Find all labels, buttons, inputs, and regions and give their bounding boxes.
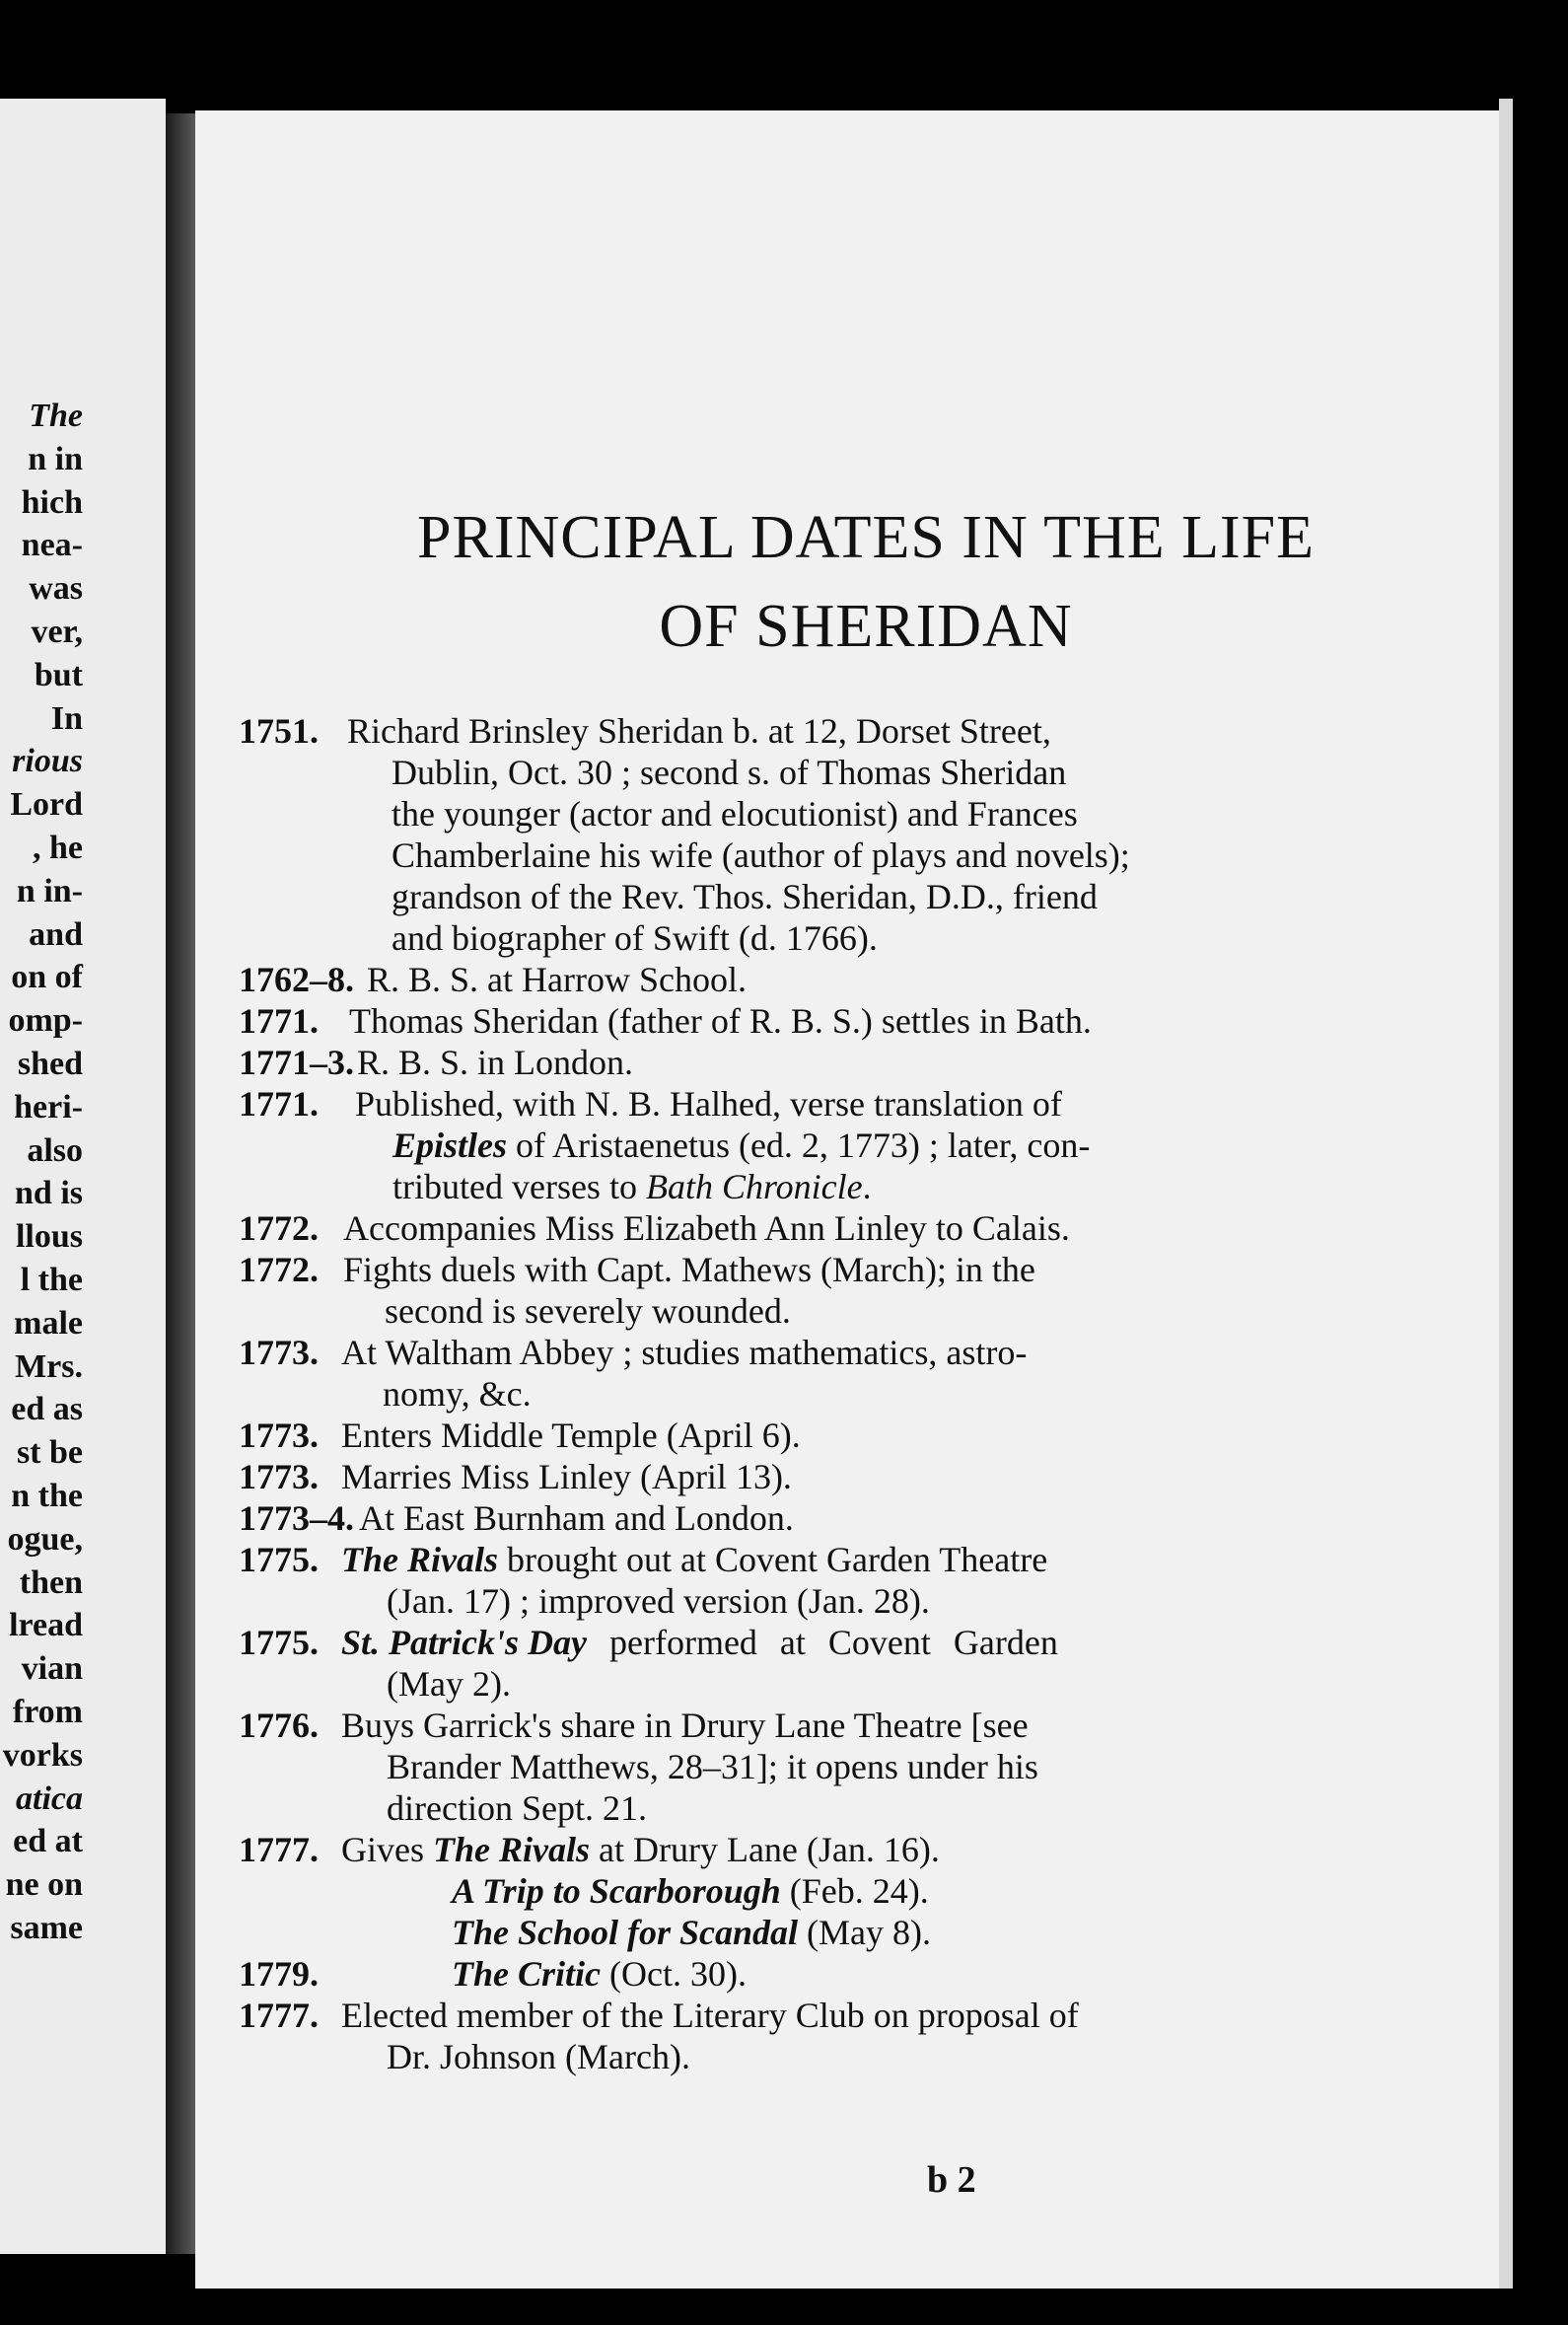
entry-text — [452, 1912, 1383, 1953]
entry-year: 1779. — [239, 1954, 319, 1994]
left-line: ed as — [11, 1391, 83, 1428]
entry-year: 1775. — [239, 1623, 319, 1662]
entry-line: grandson of the Rev. Thos. Sheridan, D.D., friend — [392, 877, 1098, 916]
entry-text — [347, 710, 1383, 959]
left-line: same — [10, 1909, 83, 1946]
entry-text — [341, 1332, 1383, 1415]
entry-line: second is severely wounded. — [385, 1291, 791, 1331]
work-title: St. Patrick's Day — [341, 1623, 587, 1662]
chronology-entry — [239, 1953, 1383, 1995]
entry-year: 1775. — [239, 1540, 319, 1579]
entry-text — [355, 1083, 1383, 1207]
chronology-entry — [239, 1042, 1383, 1083]
chronology-entry — [239, 1000, 1383, 1042]
left-line: then — [19, 1563, 83, 1601]
entry-year: 1771. — [239, 1084, 319, 1124]
left-line: n in — [28, 440, 83, 477]
left-line: ed at — [13, 1823, 83, 1860]
left-line: atica — [16, 1780, 83, 1817]
entry-year — [239, 1912, 452, 1953]
left-line: nea- — [21, 527, 83, 564]
left-line: Mrs. — [15, 1347, 83, 1385]
entry-line-rest: at Drury Lane (Jan. 16). — [590, 1830, 940, 1869]
left-page-fragment — [0, 99, 166, 2254]
chronology-entry — [239, 1829, 1383, 1870]
chronology-entry — [239, 1497, 1383, 1539]
entry-text — [341, 1995, 1383, 2077]
entry-line-rest: brought out at Covent Garden Theatre — [498, 1540, 1048, 1579]
left-line: male — [14, 1304, 83, 1342]
book-gutter — [166, 113, 195, 2254]
entry-text — [341, 1539, 1383, 1622]
left-line: ne on — [5, 1866, 83, 1904]
left-line: The — [29, 398, 83, 434]
entry-line: Elected member of the Literary Club on proposal of — [341, 1996, 1079, 2035]
entry-text — [341, 1622, 1383, 1705]
entry-line: Thomas Sheridan (father of R. B. S.) settles in Bath. — [349, 1001, 1092, 1041]
chronology-entry — [239, 1083, 1383, 1207]
entry-year: 1777. — [239, 1996, 319, 2035]
page-edge — [1499, 99, 1513, 2289]
entry-line: At Waltham Abbey ; studies mathematics, astro- — [341, 1333, 1028, 1372]
entry-line-rest: performed at Covent Garden — [587, 1623, 1058, 1662]
chronology-entry — [239, 1539, 1383, 1622]
entry-line: At East Burnham and London. — [359, 1498, 794, 1538]
left-line: st be — [16, 1434, 83, 1472]
entry-line: Richard Brinsley Sheridan b. at 12, Dorset Street, — [347, 711, 1051, 751]
left-line: llous — [15, 1218, 83, 1256]
page-title-line2: OF SHERIDAN — [659, 593, 1073, 660]
left-line: ogue, — [7, 1520, 83, 1558]
entry-year: 1772. — [239, 1250, 319, 1289]
entry-line: R. B. S. in London. — [357, 1043, 634, 1082]
work-title: The Critic — [452, 1954, 601, 1994]
entry-line — [355, 1167, 872, 1206]
left-line: shed — [17, 1045, 83, 1082]
entry-line-post: . — [862, 1167, 872, 1206]
work-title: The School for Scandal — [452, 1913, 799, 1952]
entry-line: direction Sept. 21. — [387, 1788, 647, 1828]
entry-line: Dr. Johnson (March). — [387, 2037, 690, 2076]
entry-line-rest: (Oct. 30). — [601, 1954, 747, 1994]
chronology-entry — [239, 1705, 1383, 1829]
left-line: from — [12, 1693, 83, 1730]
left-line: lread — [9, 1607, 83, 1644]
left-line: ver, — [31, 613, 83, 650]
entry-text — [343, 1249, 1383, 1332]
entry-year: 1771. — [239, 1001, 319, 1041]
work-title: A Trip to Scarborough — [452, 1871, 781, 1911]
chronology-entry — [239, 1249, 1383, 1332]
left-page-text — [3, 395, 83, 1950]
entry-line-rest: of Aristaenetus (ed. 2, 1773) ; later, con- — [507, 1126, 1091, 1165]
left-line: heri- — [14, 1088, 83, 1126]
entry-line: Brander Matthews, 28–31]; it opens under his — [387, 1747, 1038, 1786]
chronology-list — [239, 710, 1383, 2077]
left-line: hich — [21, 483, 83, 521]
entry-year: 1762–8. — [239, 960, 354, 999]
entry-text — [341, 1705, 1383, 1829]
left-line: was — [29, 570, 83, 608]
left-line: l the — [20, 1261, 83, 1298]
chronology-entry — [239, 1207, 1383, 1249]
entry-line: (May 2). — [387, 1664, 511, 1704]
left-line: omp- — [8, 1002, 83, 1040]
left-line: n in- — [16, 872, 83, 909]
chronology-entry — [239, 959, 1383, 1000]
entry-line: and biographer of Swift (d. 1766). — [392, 918, 878, 958]
entry-line: nomy, &c. — [383, 1374, 532, 1414]
entry-line — [355, 1126, 1090, 1165]
left-line: , he — [33, 829, 83, 866]
entry-year — [239, 1870, 452, 1912]
left-line: n the — [11, 1477, 83, 1514]
left-line: vorks — [2, 1736, 83, 1774]
entry-line: R. B. S. at Harrow School. — [367, 960, 747, 999]
entry-text — [452, 1953, 1383, 1995]
entry-line: (Jan. 17) ; improved version (Jan. 28). — [387, 1581, 930, 1621]
left-line: rious — [12, 743, 83, 780]
entry-line: Fights duels with Capt. Mathews (March); in the — [343, 1250, 1035, 1289]
main-page — [195, 110, 1499, 2289]
left-line: on of — [11, 959, 83, 996]
entry-line-rest: (May 8). — [798, 1913, 932, 1952]
left-line: In — [50, 699, 83, 737]
chronology-entry — [239, 1332, 1383, 1415]
entry-line-rest: (Feb. 24). — [780, 1871, 929, 1911]
chronology-entry — [239, 1456, 1383, 1497]
left-line: also — [27, 1131, 83, 1169]
entry-line: Dublin, Oct. 30 ; second s. of Thomas Sheridan — [392, 753, 1067, 792]
entry-year: 1773. — [239, 1416, 319, 1455]
chronology-entry — [239, 710, 1383, 959]
work-title: Bath Chronicle — [645, 1167, 863, 1206]
left-line: vian — [21, 1650, 83, 1688]
work-title: The Rivals — [433, 1830, 590, 1869]
chronology-entry — [239, 1415, 1383, 1456]
entry-year: 1751. — [239, 711, 319, 751]
page-title: PRINCIPAL DATES IN THE LIFE — [417, 504, 1315, 571]
entry-year: 1773–4. — [239, 1498, 354, 1538]
chronology-entry — [239, 1995, 1383, 2077]
entry-line-pre: tributed verses to — [392, 1167, 646, 1206]
entry-year: 1776. — [239, 1706, 319, 1745]
entry-line: Marries Miss Linley (April 13). — [341, 1457, 792, 1496]
entry-text — [341, 1829, 1383, 1870]
left-line: Lord — [10, 786, 83, 824]
entry-line-pre: Gives — [341, 1830, 433, 1869]
entry-line: Accompanies Miss Elizabeth Ann Linley to Calais. — [343, 1208, 1070, 1248]
left-line: but — [34, 656, 83, 693]
entry-line: Buys Garrick's share in Drury Lane Theatre [see — [341, 1706, 1029, 1745]
work-title: Epistles — [392, 1126, 508, 1165]
entry-year: 1773. — [239, 1457, 319, 1496]
page-signature: b 2 — [927, 2159, 976, 2201]
entry-year: 1773. — [239, 1333, 319, 1372]
entry-year: 1771–3. — [239, 1043, 354, 1082]
work-title: The Rivals — [341, 1540, 498, 1579]
entry-line: Published, with N. B. Halhed, verse translation of — [355, 1084, 1062, 1124]
entry-year: 1772. — [239, 1208, 319, 1248]
chronology-entry — [239, 1912, 1383, 1953]
entry-line: Enters Middle Temple (April 6). — [341, 1416, 801, 1455]
entry-text — [452, 1870, 1383, 1912]
entry-year: 1777. — [239, 1830, 319, 1869]
left-line: nd is — [15, 1175, 83, 1212]
entry-line: Chamberlaine his wife (author of plays and novels); — [392, 836, 1130, 875]
entry-line: the younger (actor and elocutionist) and Frances — [392, 794, 1078, 834]
chronology-entry — [239, 1870, 1383, 1912]
chronology-entry — [239, 1622, 1383, 1705]
left-line: and — [29, 915, 83, 953]
